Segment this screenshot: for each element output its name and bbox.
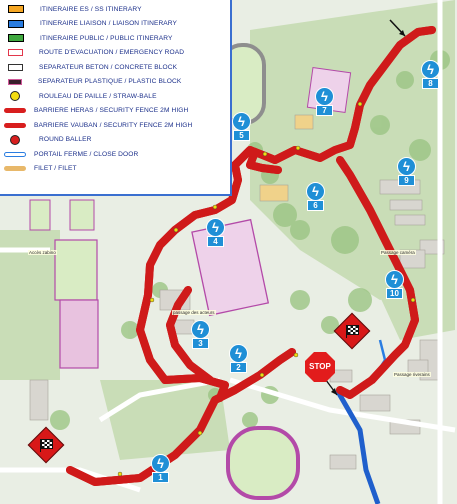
legend-label: ROULEAU DE PAILLE / STRAW-BALE	[39, 92, 157, 100]
map-label-passage-coureurs: passage des acteurs	[173, 310, 215, 315]
red-outline-rect-icon	[8, 49, 23, 56]
legend-label: PORTAIL FERME / CLOSE DOOR	[34, 150, 139, 158]
legend-label: ITINERAIRE LIAISON / LIAISON ITINERARY	[40, 20, 178, 28]
legend-row-plastic-block	[4, 75, 230, 90]
marker-number: 9	[398, 175, 415, 186]
legend-label: FILET / FILET	[34, 165, 77, 173]
legend-row-es-itinerary	[4, 2, 230, 17]
legend-label: BARRIERE VAUBAN / SECURITY FENCE 2M HIGH	[34, 121, 193, 129]
legend-label: ROUND BALLER	[39, 136, 92, 144]
red-line-icon	[4, 108, 26, 113]
legend-label: BARRIERE HERAS / SECURITY FENCE 2M HIGH	[34, 107, 189, 115]
marker-number: 4	[207, 236, 224, 247]
marker-number: 7	[316, 105, 333, 116]
checkered-flag-icon	[41, 439, 53, 449]
map-label-acces: Accès zabino	[29, 250, 56, 255]
spectator-zone-marker[interactable]	[306, 182, 325, 212]
spectator-zone-marker[interactable]	[315, 87, 334, 117]
lightning-bolt-icon: ϟ	[306, 182, 325, 201]
spectator-zone-marker[interactable]	[151, 454, 170, 484]
map-legend	[0, 0, 232, 196]
legend-label: ROUTE D'EVACUATION / EMERGENCY ROAD	[39, 49, 185, 57]
spectator-zone-marker[interactable]	[229, 344, 248, 374]
orange-rect-icon	[8, 5, 24, 13]
legend-row-concrete-block	[4, 60, 230, 75]
blue-outline-line-icon	[4, 152, 26, 157]
marker-number: 3	[192, 338, 209, 349]
lightning-bolt-icon: ϟ	[206, 218, 225, 237]
lightning-bolt-icon: ϟ	[151, 454, 170, 473]
lightning-bolt-icon: ϟ	[421, 60, 440, 79]
spectator-zone-marker[interactable]	[385, 270, 404, 300]
legend-row-vauban	[4, 118, 230, 133]
legend-label: SEPARATEUR PLASTIQUE / PLASTIC BLOCK	[38, 78, 182, 86]
lightning-bolt-icon: ϟ	[191, 320, 210, 339]
stop-label: STOP	[309, 362, 331, 371]
legend-row-heras	[4, 104, 230, 119]
green-rect-icon	[8, 34, 24, 42]
lightning-bolt-icon: ϟ	[385, 270, 404, 289]
marker-number: 8	[422, 78, 439, 89]
stop-sign[interactable]	[305, 352, 335, 382]
lightning-bolt-icon: ϟ	[397, 157, 416, 176]
plastic-block-icon	[8, 79, 22, 85]
spectator-zone-marker[interactable]	[397, 157, 416, 187]
marker-number: 6	[307, 200, 324, 211]
black-outline-rect-icon	[8, 64, 23, 71]
checkered-flag-icon	[347, 325, 359, 335]
marker-number: 10	[386, 288, 403, 299]
yellow-dot-icon	[10, 91, 20, 101]
lightning-bolt-icon: ϟ	[315, 87, 334, 106]
lightning-bolt-icon: ϟ	[229, 344, 248, 363]
legend-row-emergency-road	[4, 46, 230, 61]
red-dot-icon	[10, 135, 20, 145]
spectator-zone-marker[interactable]	[421, 60, 440, 90]
red-line-icon	[4, 123, 26, 128]
legend-row-straw-bale	[4, 89, 230, 104]
legend-row-close-door	[4, 147, 230, 162]
spectator-zone-marker[interactable]	[206, 218, 225, 248]
marker-number: 2	[230, 362, 247, 373]
finish-flag[interactable]	[339, 318, 365, 344]
tan-line-icon	[4, 166, 26, 171]
map-label-passage-camera: Passage caméra	[381, 250, 415, 255]
marker-number: 1	[152, 472, 169, 483]
lightning-bolt-icon: ϟ	[232, 112, 251, 131]
map-label-passage-riverains: Passage riverains	[394, 372, 430, 377]
legend-row-public	[4, 31, 230, 46]
start-flag[interactable]	[33, 432, 59, 458]
blue-rect-icon	[8, 20, 24, 28]
marker-number: 5	[233, 130, 250, 141]
legend-label: SEPARATEUR BETON / CONCRETE BLOCK	[39, 63, 178, 71]
legend-row-liaison	[4, 17, 230, 32]
legend-label: ITINERAIRE PUBLIC / PUBLIC ITINERARY	[40, 34, 173, 42]
legend-row-round-baller	[4, 133, 230, 148]
spectator-zone-marker[interactable]	[191, 320, 210, 350]
legend-row-filet	[4, 162, 230, 177]
spectator-zone-marker[interactable]	[232, 112, 251, 142]
legend-label: ITINERAIRE ES / SS ITINERARY	[40, 5, 142, 13]
